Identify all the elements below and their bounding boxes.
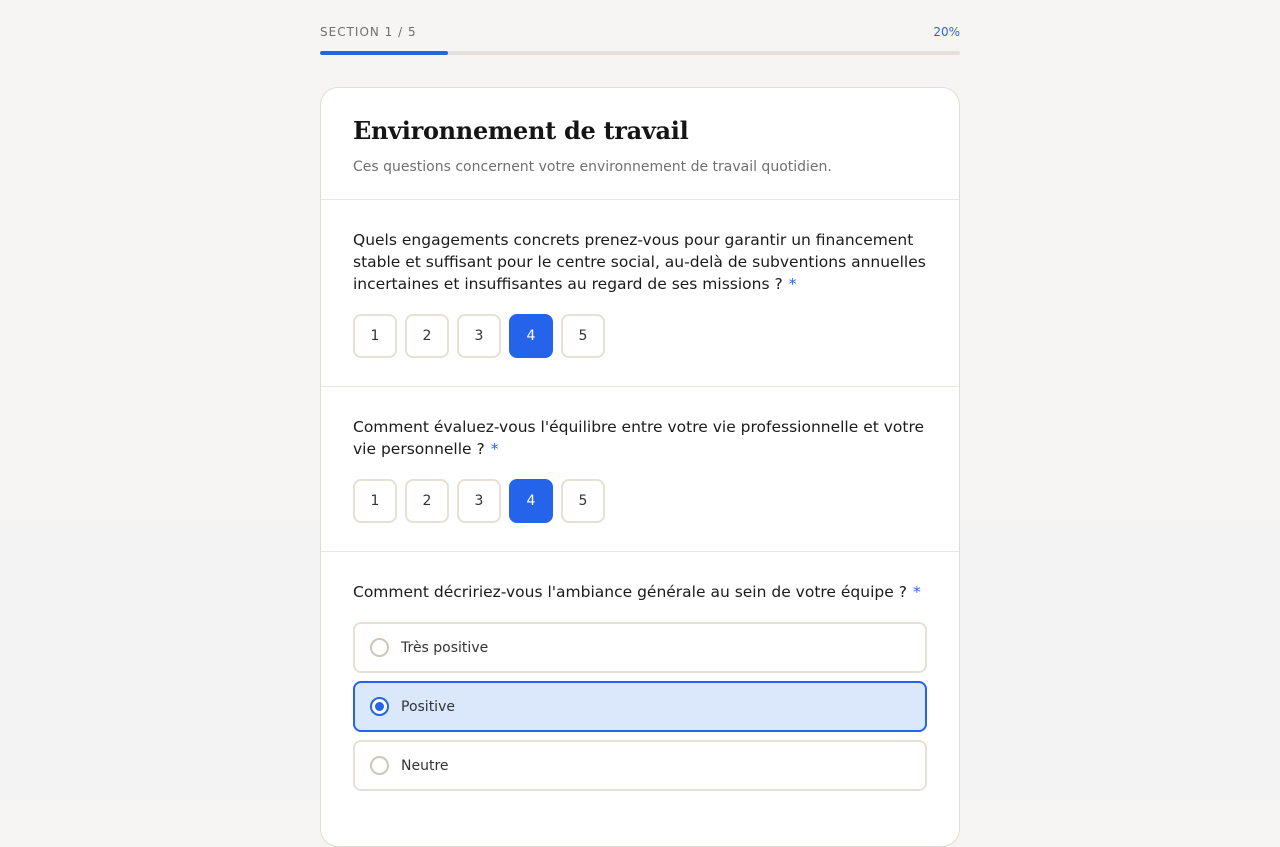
scale-option-1[interactable]: 1 — [353, 479, 397, 523]
question-1-text — [353, 229, 928, 295]
section-card — [320, 87, 960, 847]
section-subtitle: Ces questions concernent votre environnement de travail quotidien. — [353, 159, 832, 175]
question-2 — [321, 387, 959, 552]
scale-option-5[interactable]: 5 — [561, 479, 605, 523]
question-3-label: Comment décririez-vous l'ambiance générale au sein de votre équipe ? — [353, 583, 907, 601]
option-label: Positive — [401, 698, 455, 715]
progress-bar — [320, 51, 960, 55]
scale-option-3[interactable]: 3 — [457, 479, 501, 523]
progress-percent: 20% — [933, 25, 960, 39]
section-header — [321, 88, 959, 200]
scale-option-3[interactable]: 3 — [457, 314, 501, 358]
section-counter: SECTION 1 / 5 — [320, 25, 417, 39]
progress-bar-fill — [320, 51, 448, 55]
scale-option-2[interactable]: 2 — [405, 479, 449, 523]
option-label: Neutre — [401, 757, 449, 774]
radio-icon[interactable] — [370, 756, 389, 775]
question-1-label: Quels engagements concrets prenez-vous pour garantir un financement stable et suffisant pour le centre social, au-delà de subventions annuelles incertaines et insuffisantes au regard de ses missions ? — [353, 231, 926, 293]
scale-option-5[interactable]: 5 — [561, 314, 605, 358]
progress-header — [320, 24, 960, 40]
radio-dot-icon — [375, 702, 384, 711]
scale-option-2[interactable]: 2 — [405, 314, 449, 358]
option-tres-positive[interactable] — [353, 622, 927, 673]
option-label: Très positive — [401, 639, 489, 656]
question-2-scale — [353, 479, 605, 523]
radio-selected-icon[interactable] — [370, 697, 389, 716]
option-positive[interactable] — [353, 681, 927, 732]
question-2-label: Comment évaluez-vous l'équilibre entre votre vie professionnelle et votre vie personnelle ? — [353, 418, 925, 458]
section-title: Environnement de travail — [353, 116, 689, 145]
question-2-text — [353, 416, 928, 460]
question-1 — [321, 200, 959, 387]
radio-icon[interactable] — [370, 638, 389, 657]
required-marker: * — [912, 583, 921, 601]
question-3-options — [353, 622, 927, 799]
question-3-text — [353, 581, 928, 603]
option-neutre[interactable] — [353, 740, 927, 791]
scale-option-1[interactable]: 1 — [353, 314, 397, 358]
required-marker: * — [788, 275, 797, 293]
scale-option-4[interactable]: 4 — [509, 314, 553, 358]
required-marker: * — [490, 440, 499, 458]
scale-option-4[interactable]: 4 — [509, 479, 553, 523]
question-1-scale — [353, 314, 605, 358]
